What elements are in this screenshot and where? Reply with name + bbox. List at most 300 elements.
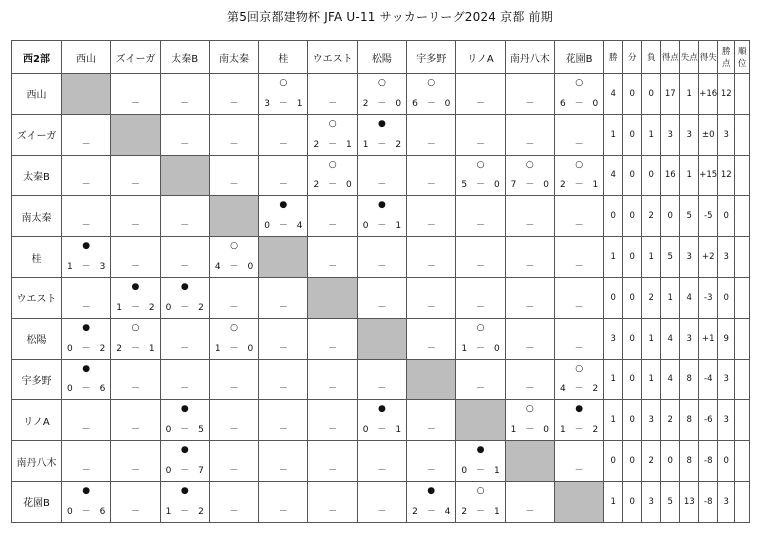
goals-for: 1: [362, 139, 369, 150]
score-separator: －: [426, 98, 436, 109]
dash-mark: －: [426, 139, 436, 150]
goals-for: 4: [214, 261, 221, 272]
dash-mark: －: [525, 302, 535, 313]
stat-cell: 0: [623, 318, 642, 359]
loss-mark-icon: ●: [378, 404, 386, 415]
match-result-cell: [111, 318, 160, 359]
dash-mark: －: [426, 221, 436, 232]
match-result-cell: [456, 318, 505, 359]
unplayed-cell: [357, 155, 406, 196]
score-separator: －: [377, 98, 387, 109]
score-separator: －: [574, 425, 584, 436]
dash-mark: －: [81, 425, 91, 436]
goals-for: 1: [67, 261, 73, 272]
dash-mark: －: [130, 425, 140, 436]
score-separator: －: [328, 180, 338, 191]
stat-cell: 3: [680, 114, 699, 155]
table-row: [12, 400, 750, 441]
stat-cell: 5: [680, 196, 699, 237]
goals-against: 2: [148, 302, 155, 313]
score-separator: －: [278, 98, 288, 109]
goals-for: 2: [461, 506, 468, 517]
score-separator: －: [81, 261, 91, 272]
stat-header-3: 負: [642, 41, 661, 74]
unplayed-cell: [554, 114, 603, 155]
stat-cell: 1: [642, 318, 661, 359]
dash-mark: －: [525, 221, 535, 232]
stat-cell: 3: [642, 400, 661, 441]
column-header-team-8: 宇多野: [407, 41, 456, 74]
column-header-team-4: 南太秦: [209, 41, 258, 74]
match-result-cell: [505, 400, 554, 441]
dash-mark: －: [426, 302, 436, 313]
match-result-cell: [62, 481, 111, 522]
unplayed-cell: [407, 277, 456, 318]
stat-header-1: 勝: [604, 41, 623, 74]
match-result-cell: [407, 481, 456, 522]
goals-against: 2: [592, 384, 599, 395]
unplayed-cell: [259, 155, 308, 196]
match-result-cell: [160, 441, 209, 482]
match-result-cell: [357, 74, 406, 115]
win-mark-icon: ○: [131, 322, 140, 333]
score: [111, 344, 159, 354]
loss-mark-icon: ●: [82, 322, 91, 333]
score-separator: －: [180, 302, 190, 313]
goals-against: 0: [543, 180, 549, 191]
goals-against: 0: [493, 180, 500, 191]
dash-mark: －: [525, 506, 535, 517]
stat-cell: 1: [604, 114, 623, 155]
stat-cell: 1: [680, 74, 699, 115]
stat-cell: 5: [661, 481, 680, 522]
unplayed-cell: [259, 400, 308, 441]
stat-cell: 0: [718, 196, 735, 237]
score-separator: －: [180, 506, 190, 517]
dash-mark: －: [377, 384, 387, 395]
match-result-cell: [308, 155, 357, 196]
goals-for: 1: [461, 343, 468, 354]
unplayed-cell: [209, 155, 258, 196]
stat-header-7: 勝点: [718, 41, 735, 74]
goals-for: 1: [214, 343, 221, 354]
score-separator: －: [476, 465, 486, 476]
stat-cell: 0: [623, 481, 642, 522]
loss-mark-icon: ●: [131, 281, 140, 292]
win-mark-icon: ○: [476, 485, 485, 496]
unplayed-cell: [456, 277, 505, 318]
unplayed-cell: [62, 155, 111, 196]
win-mark-icon: ○: [575, 159, 584, 170]
unplayed-cell: [505, 114, 554, 155]
match-result-cell: [407, 74, 456, 115]
unplayed-cell: [209, 481, 258, 522]
dash-mark: －: [377, 261, 387, 272]
dash-mark: －: [81, 302, 91, 313]
score-separator: －: [476, 506, 486, 517]
stat-cell: 0: [623, 441, 642, 482]
dash-mark: －: [328, 98, 338, 109]
stat-cell: 0: [623, 114, 642, 155]
unplayed-cell: [407, 400, 456, 441]
score-separator: －: [81, 384, 91, 395]
goals-against: 5: [198, 425, 204, 436]
stat-cell: [735, 277, 750, 318]
unplayed-cell: [111, 155, 160, 196]
dash-mark: －: [377, 465, 387, 476]
stat-cell: [735, 441, 750, 482]
dash-mark: －: [229, 139, 239, 150]
dash-mark: －: [180, 98, 190, 109]
match-result-cell: [62, 359, 111, 400]
unplayed-cell: [209, 441, 258, 482]
unplayed-cell: [160, 359, 209, 400]
dash-mark: －: [426, 343, 436, 354]
self-match-cell: [357, 318, 406, 359]
stat-cell: 3: [718, 237, 735, 278]
unplayed-cell: [505, 74, 554, 115]
column-header-team-5: 桂: [259, 41, 308, 74]
dash-mark: －: [81, 465, 91, 476]
unplayed-cell: [407, 318, 456, 359]
match-result-cell: [456, 481, 505, 522]
dash-mark: －: [81, 221, 91, 232]
stat-cell: -8: [699, 441, 718, 482]
column-header-team-6: ウエスト: [308, 41, 357, 74]
stat-cell: [735, 196, 750, 237]
stat-cell: 0: [604, 196, 623, 237]
win-mark-icon: ○: [476, 159, 485, 170]
dash-mark: －: [426, 465, 436, 476]
dash-mark: －: [180, 343, 190, 354]
dash-mark: －: [525, 384, 535, 395]
dash-mark: －: [130, 180, 140, 191]
dash-mark: －: [574, 343, 584, 354]
stat-header-6: 得失: [699, 41, 718, 74]
goals-against: 0: [247, 343, 254, 354]
dash-mark: －: [574, 302, 584, 313]
column-header-team-3: 太秦B: [160, 41, 209, 74]
stat-cell: 1: [680, 155, 699, 196]
match-result-cell: [357, 114, 406, 155]
dash-mark: －: [278, 139, 288, 150]
unplayed-cell: [308, 196, 357, 237]
dash-mark: －: [278, 180, 288, 191]
goals-for: 6: [559, 98, 566, 109]
dash-mark: －: [426, 180, 436, 191]
unplayed-cell: [456, 359, 505, 400]
stat-cell: -8: [699, 481, 718, 522]
stat-cell: [735, 318, 750, 359]
row-team-name: ウエスト: [12, 277, 62, 318]
goals-against: 0: [395, 98, 402, 109]
dash-mark: －: [476, 139, 486, 150]
unplayed-cell: [407, 155, 456, 196]
unplayed-cell: [62, 400, 111, 441]
score-separator: －: [130, 302, 140, 313]
loss-mark-icon: ●: [427, 485, 436, 496]
match-result-cell: [554, 400, 603, 441]
dash-mark: －: [525, 139, 535, 150]
goals-against: 2: [592, 425, 599, 436]
column-header-team-11: 花園B: [554, 41, 603, 74]
dash-mark: －: [377, 302, 387, 313]
unplayed-cell: [209, 400, 258, 441]
stat-cell: 0: [623, 400, 642, 441]
stat-cell: 12: [718, 155, 735, 196]
dash-mark: －: [574, 261, 584, 272]
unplayed-cell: [554, 237, 603, 278]
stat-header-5: 失点: [680, 41, 699, 74]
score-separator: －: [180, 465, 190, 476]
dash-mark: －: [574, 465, 584, 476]
stat-cell: 0: [718, 441, 735, 482]
unplayed-cell: [357, 237, 406, 278]
page-title: 第5回京都建物杯 JFA U-11 サッカーリーグ2024 京都 前期: [227, 10, 553, 24]
row-team-name: ズイーガ: [12, 114, 62, 155]
goals-for: 0: [362, 221, 369, 232]
loss-mark-icon: ●: [180, 404, 189, 415]
dash-mark: －: [574, 221, 584, 232]
table-row: [12, 196, 750, 237]
unplayed-cell: [160, 196, 209, 237]
unplayed-cell: [456, 74, 505, 115]
unplayed-cell: [505, 237, 554, 278]
unplayed-cell: [505, 481, 554, 522]
match-result-cell: [554, 359, 603, 400]
unplayed-cell: [62, 114, 111, 155]
loss-mark-icon: ●: [82, 485, 91, 496]
score: [210, 344, 258, 354]
stat-cell: 16: [661, 155, 680, 196]
stat-cell: 13: [680, 481, 699, 522]
stat-cell: 5: [661, 237, 680, 278]
goals-for: 2: [559, 180, 566, 191]
score-separator: －: [426, 506, 436, 517]
loss-mark-icon: ●: [180, 445, 189, 456]
score-separator: －: [328, 139, 338, 150]
score: [62, 384, 110, 394]
match-result-cell: [160, 277, 209, 318]
dash-mark: －: [130, 261, 140, 272]
stat-cell: 3: [680, 237, 699, 278]
row-team-name: 南太秦: [12, 196, 62, 237]
score: [62, 507, 110, 517]
stat-cell: +1: [699, 318, 718, 359]
score-separator: －: [229, 343, 239, 354]
dash-mark: －: [130, 98, 140, 109]
dash-mark: －: [81, 180, 91, 191]
goals-against: 1: [395, 221, 402, 232]
loss-mark-icon: ●: [180, 485, 189, 496]
dash-mark: －: [180, 139, 190, 150]
goals-for: 2: [313, 139, 320, 150]
unplayed-cell: [505, 318, 554, 359]
self-match-cell: [456, 400, 505, 441]
division-label: 西2部: [12, 41, 62, 74]
win-mark-icon: ○: [575, 78, 584, 88]
score: [407, 99, 455, 109]
stat-cell: 0: [718, 277, 735, 318]
score: [555, 180, 603, 190]
goals-against: 3: [99, 261, 106, 272]
unplayed-cell: [62, 441, 111, 482]
stat-cell: 3: [718, 359, 735, 400]
self-match-cell: [209, 196, 258, 237]
unplayed-cell: [407, 441, 456, 482]
goals-against: 6: [99, 506, 106, 517]
unplayed-cell: [111, 74, 160, 115]
match-result-cell: [62, 318, 111, 359]
stat-cell: ±0: [699, 114, 718, 155]
goals-against: 1: [493, 506, 500, 517]
win-mark-icon: ○: [427, 78, 436, 88]
unplayed-cell: [62, 196, 111, 237]
dash-mark: －: [81, 139, 91, 150]
table-row: [12, 277, 750, 318]
stat-cell: 2: [642, 277, 661, 318]
win-mark-icon: ○: [476, 322, 485, 333]
self-match-cell: [505, 441, 554, 482]
unplayed-cell: [357, 481, 406, 522]
score: [62, 262, 110, 272]
goals-against: 4: [296, 221, 303, 232]
match-result-cell: [357, 196, 406, 237]
score-separator: －: [476, 343, 486, 354]
dash-mark: －: [328, 384, 338, 395]
dash-mark: －: [278, 465, 288, 476]
dash-mark: －: [328, 506, 338, 517]
stat-cell: 2: [642, 441, 661, 482]
stat-cell: +2: [699, 237, 718, 278]
dash-mark: －: [328, 465, 338, 476]
goals-against: 1: [148, 343, 155, 354]
score-separator: －: [81, 343, 91, 354]
stat-cell: 2: [661, 400, 680, 441]
row-team-name: 宇多野: [12, 359, 62, 400]
stat-cell: 0: [661, 196, 680, 237]
dash-mark: －: [525, 261, 535, 272]
dash-mark: －: [574, 139, 584, 150]
score: [358, 99, 406, 109]
goals-against: 1: [493, 465, 500, 476]
goals-against: 1: [296, 98, 303, 109]
dash-mark: －: [229, 384, 239, 395]
dash-mark: －: [229, 302, 239, 313]
goals-for: 3: [264, 98, 270, 109]
stat-cell: [735, 400, 750, 441]
unplayed-cell: [308, 481, 357, 522]
stat-cell: 1: [604, 481, 623, 522]
win-mark-icon: ○: [525, 159, 534, 170]
match-result-cell: [456, 155, 505, 196]
unplayed-cell: [456, 237, 505, 278]
dash-mark: －: [525, 98, 535, 109]
dash-mark: －: [278, 302, 288, 313]
unplayed-cell: [357, 277, 406, 318]
unplayed-cell: [160, 318, 209, 359]
goals-for: 1: [116, 302, 123, 313]
goals-against: 2: [395, 139, 402, 150]
score: [62, 344, 110, 354]
score: [308, 180, 356, 190]
match-result-cell: [259, 74, 308, 115]
stat-cell: 0: [623, 237, 642, 278]
goals-against: 0: [346, 180, 352, 191]
goals-against: 0: [592, 98, 599, 109]
stat-cell: 9: [718, 318, 735, 359]
self-match-cell: [160, 155, 209, 196]
stat-cell: -3: [699, 277, 718, 318]
goals-for: 1: [559, 425, 566, 436]
unplayed-cell: [407, 196, 456, 237]
stat-cell: 12: [718, 74, 735, 115]
dash-mark: －: [328, 221, 338, 232]
unplayed-cell: [209, 277, 258, 318]
stat-cell: 0: [623, 155, 642, 196]
dash-mark: －: [229, 98, 239, 109]
stat-cell: 4: [604, 155, 623, 196]
stat-cell: 2: [642, 196, 661, 237]
loss-mark-icon: ●: [378, 118, 386, 129]
score: [555, 425, 603, 435]
dash-mark: －: [180, 384, 190, 395]
header-row: [12, 41, 750, 74]
column-header-team-1: 西山: [62, 41, 111, 74]
score: [259, 99, 307, 109]
score: [456, 466, 504, 476]
dash-mark: －: [377, 180, 387, 191]
unplayed-cell: [505, 359, 554, 400]
unplayed-cell: [160, 237, 209, 278]
self-match-cell: [259, 237, 308, 278]
score: [456, 507, 504, 517]
dash-mark: －: [476, 221, 486, 232]
win-mark-icon: ○: [525, 404, 534, 415]
dash-mark: －: [180, 261, 190, 272]
unplayed-cell: [308, 74, 357, 115]
dash-mark: －: [476, 302, 486, 313]
goals-for: 2: [412, 506, 418, 517]
stat-cell: 1: [661, 277, 680, 318]
stat-cell: 4: [604, 74, 623, 115]
column-header-team-10: 南丹八木: [505, 41, 554, 74]
stat-cell: 0: [642, 74, 661, 115]
score: [358, 221, 406, 231]
unplayed-cell: [505, 277, 554, 318]
score: [358, 140, 406, 150]
goals-against: 1: [346, 139, 352, 150]
table-row: [12, 318, 750, 359]
unplayed-cell: [259, 277, 308, 318]
goals-against: 6: [99, 384, 106, 395]
goals-for: 0: [165, 302, 172, 313]
win-mark-icon: ○: [279, 78, 288, 88]
score-separator: －: [180, 425, 190, 436]
stat-header-4: 得点: [661, 41, 680, 74]
score-separator: －: [377, 139, 387, 150]
stat-cell: 3: [718, 400, 735, 441]
goals-for: 0: [67, 384, 73, 395]
stat-cell: 8: [680, 441, 699, 482]
row-team-name: 太秦B: [12, 155, 62, 196]
dash-mark: －: [476, 384, 486, 395]
stat-cell: 4: [661, 318, 680, 359]
stat-header-2: 分: [623, 41, 642, 74]
score-separator: －: [81, 506, 91, 517]
stat-cell: -5: [699, 196, 718, 237]
dash-mark: －: [278, 506, 288, 517]
